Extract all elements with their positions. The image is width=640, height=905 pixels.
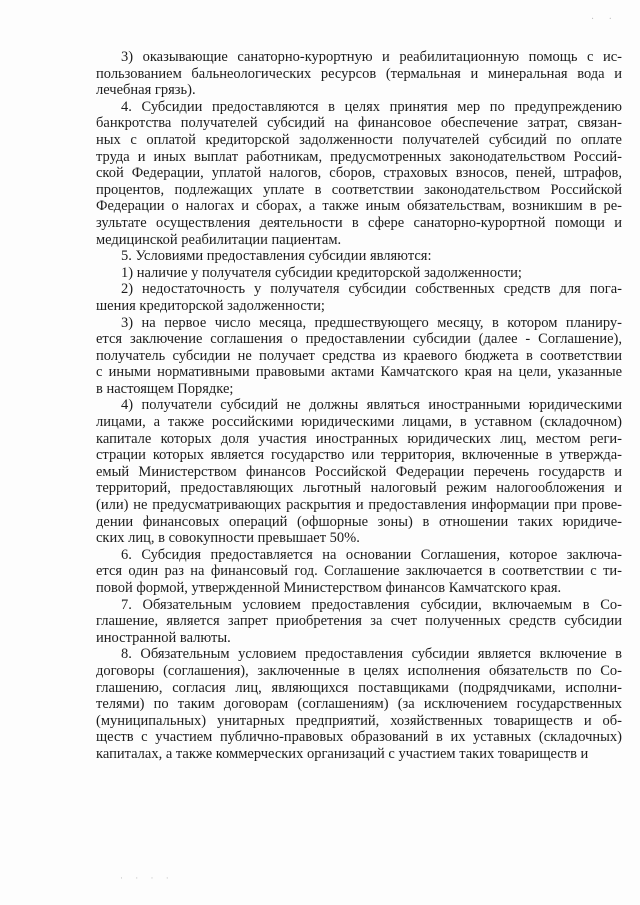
paragraph-p3 (96, 49, 622, 99)
text-line: (муниципальных) унитарных предприятий, хозяйственных товариществ и об- (96, 712, 622, 729)
scan-mark: · · (590, 14, 618, 25)
text-line: глашению, согласия лиц, являющихся поставщиками (подрядчиками, исполни- (96, 679, 622, 696)
paragraph-p4 (96, 99, 622, 248)
text-line: 3) на первое число месяца, предшествующего месяцу, в котором планиру- (121, 314, 622, 331)
text-line: 4. Субсидии предоставляются в целях принятия мер по предупреждению (121, 98, 622, 115)
text-line: Федерации о налогах и сборах, а также иным обязательствам, возникшим в ре- (96, 198, 622, 215)
text-line: 4) получатели субсидий не должны являться иностранными юридическими (121, 397, 622, 414)
text-line: ществ с участием публично-правовых образований в их уставных (складочных) (96, 729, 622, 746)
text-line: ской Федерации, уплатой налогов, сборов, страховых взносов, пеней, штрафов, (96, 165, 622, 182)
text-line: ется заключение соглашения о предоставлении субсидии (далее - Соглашение), (96, 331, 622, 348)
text-line: капитале которых доля участия иностранных юридических лиц, местом реги- (96, 430, 622, 447)
text-line: капиталах, а также коммерческих организаций с участием таких товариществ и (96, 745, 589, 762)
text-line: получатель субсидии не получает средства из краевого бюджета в соответствии (96, 347, 622, 364)
text-line: емый Министерством финансов Российской Федерации перечень государств и (96, 463, 622, 480)
text-line: 7. Обязательным условием предоставления субсидии, включаемым в Со- (121, 596, 622, 613)
text-line: глашение, является запрет приобретения за счет полученных средств субсидии (96, 613, 622, 630)
paragraph-p6 (96, 547, 622, 597)
paragraph-p5 (96, 248, 622, 265)
text-line: страции которых является государство или территория, включенные в утвержда- (96, 447, 622, 464)
text-line: дении финансовых операций (офшорные зоны) в отношении таких юридиче- (96, 513, 622, 530)
paragraph-p5-2 (96, 281, 622, 314)
text-line: шения кредиторской задолженности; (96, 297, 325, 314)
text-line: труда и иных выплат работникам, предусмотренных законодательством Россий- (96, 148, 622, 165)
text-line: медицинской реабилитации пациентам. (96, 231, 342, 248)
text-line: 3) оказывающие санаторно-курортную и реабилитационную помощь с ис- (121, 49, 622, 65)
paragraph-p5-4 (96, 397, 622, 546)
text-line: (или) не предусматривающих раскрытия и предоставления информации при прове- (96, 497, 622, 514)
text-line: банкротства получателей субсидий на финансовое обеспечение затрат, связан- (96, 115, 622, 132)
text-line: ных с оплатой кредиторской задолженности получателей субсидий по оплате (96, 131, 622, 148)
text-line: 6. Субсидия предоставляется на основании Соглашения, которое заключа- (121, 546, 622, 563)
text-line: территорий, предоставляющих льготный налоговый режим налогообложения и (96, 480, 622, 497)
text-line: лицами, а также российскими юридическими лицами, в уставном (складочном) (96, 414, 622, 431)
text-line: 2) недостаточность у получателя субсидии собственных средств для пога- (121, 281, 622, 298)
text-line: ется один раз на финансовый год. Соглашение заключается в соответствии с ти- (96, 563, 622, 580)
paragraph-p7 (96, 597, 622, 647)
text-line: пользованием бальнеологических ресурсов (термальная и минеральная вода и (96, 65, 622, 82)
paragraph-p5-1 (96, 265, 622, 282)
paragraph-p5-3 (96, 315, 622, 398)
text-line: ских лиц, в совокупности превышает 50%. (96, 530, 360, 547)
text-line: 8. Обязательным условием предоставления субсидии является включение в (121, 646, 622, 663)
text-line: в настоящем Порядке; (96, 380, 234, 397)
text-line: повой формой, утвержденной Министерством финансов Камчатского края. (96, 580, 562, 596)
text-line: процентов, подлежащих уплате в соответствии законодательством Российской (96, 181, 622, 198)
text-line: телями) по таким договорам (соглашениям) (за исключением государственных (96, 696, 622, 713)
text-line: зультате осуществления деятельности в сфере санаторно-курортной помощи и (96, 214, 622, 231)
text-line: договоры (соглашения), заключенные в целях исполнения обязательств по Со- (96, 662, 622, 679)
text-line: иностранной валюты. (96, 629, 231, 646)
text-line: лечебная грязь). (96, 82, 196, 99)
document-body (96, 49, 622, 763)
paragraph-p8 (96, 646, 622, 762)
text-line: 1) наличие у получателя субсидии кредиторской задолженности; (121, 264, 522, 281)
text-line: 5. Условиями предоставления субсидии являются: (121, 248, 432, 265)
scan-mark-footer: · · · · (120, 873, 174, 883)
text-line: с иными нормативными правовыми актами Камчатского края на цели, указанные (96, 364, 622, 381)
